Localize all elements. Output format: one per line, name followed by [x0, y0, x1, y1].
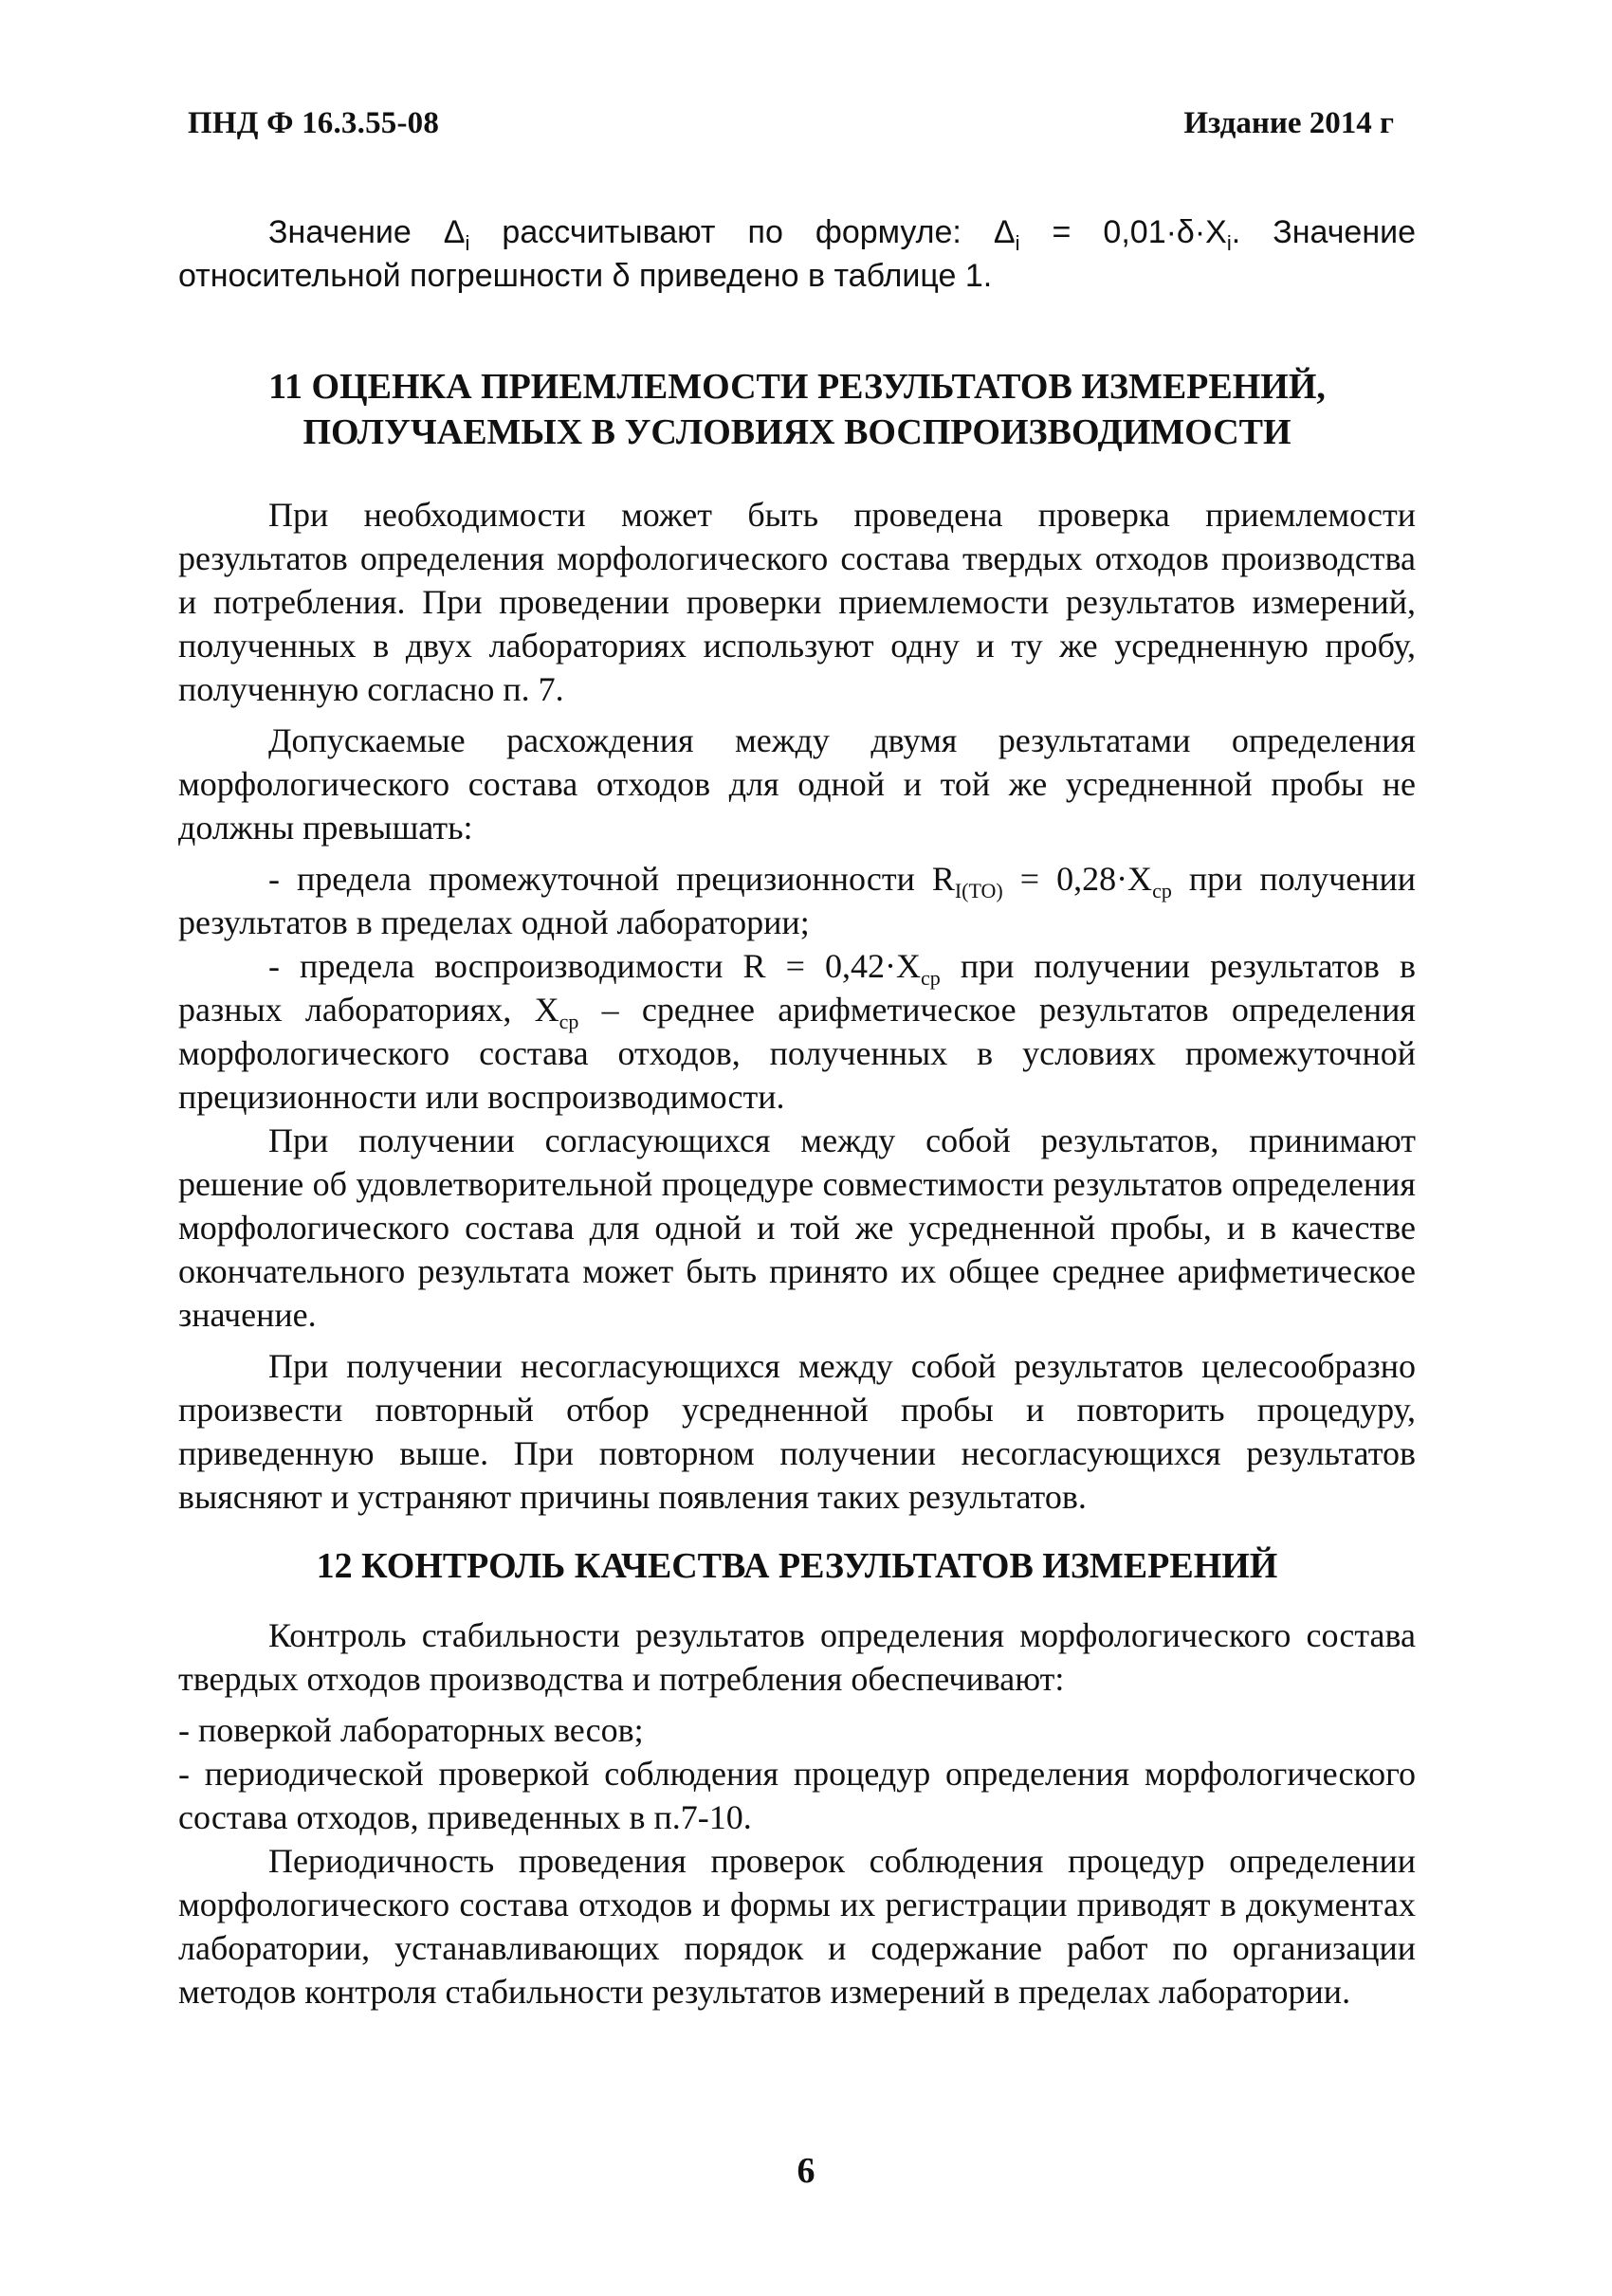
- edition-label: Издание 2014 г: [1183, 106, 1394, 140]
- list-item-scale-verification: - поверкой лабораторных весов;: [178, 1711, 644, 1749]
- page-number: 6: [797, 2151, 815, 2191]
- section-12-paragraph-1: Контроль стабильности результатов определения морфологического состава твердых отходов производства и потребления обеспечивают:: [178, 1616, 1416, 1698]
- section-12-paragraph-2: Периодичность проведения проверок соблюдения процедур определении морфологического состава отходов и формы их регистрации приводят в документах лаборатории, устанавливающих порядок и содержание работ по организации методов контроля стабильности результатов измерений в пределах лаборатории.: [178, 1842, 1416, 2011]
- list-item-reproducibility-limit: - предела воспроизводимости $R = 0,42\cdot X_{ср}$ при получении результатов в разных лабораториях, $X_{ср}$ – среднее арифметическое результатов определения морфологического состава отходов, полученных в условиях промежуточной прецизионности или воспроизводимости.: [178, 947, 1416, 1116]
- section-11-paragraph-1: При необходимости может быть проведена проверка приемлемости результатов определения морфологического состава твердых отходов производства и потребления. При проведении проверки приемлемости результатов измерений, полученных в двух лабораториях используют одну и ту же усредненную пробу, полученную согласно п. 7.: [178, 496, 1416, 708]
- section-12-heading: 12 КОНТРОЛЬ КАЧЕСТВА РЕЗУЛЬТАТОВ ИЗМЕРЕНИЙ: [316, 1546, 1278, 1586]
- list-item-precision-limit: - предела промежуточной прецизионности $R_{I(TO)} = 0,28\cdot X_{ср}$ при получении результатов в пределах одной лаборатории;: [178, 860, 1416, 941]
- section-11-paragraph-2: Допускаемые расхождения между двумя результатами определения морфологического состава отходов для одной и той же усредненной пробы не должны превышать:: [178, 721, 1416, 847]
- section-11-heading: 11 ОЦЕНКА ПРИЕМЛЕМОСТИ РЕЗУЛЬТАТОВ ИЗМЕРЕНИЙ, ПОЛУЧАЕМЫХ В УСЛОВИЯХ ВОСПРОИЗВОДИМОСТИ: [268, 367, 1326, 452]
- list-item-procedure-check: - периодической проверкой соблюдения процедур определения морфологического состава отходов, приведенных в п.7-10.: [178, 1755, 1416, 1836]
- section-11-paragraph-3: При получении согласующихся между собой результатов, принимают решение об удовлетворительной процедуре совместимости результатов определения морфологического состава для одной и той же усредненной пробы, и в качестве окончательного результата может быть принято их общее среднее арифметическое значение.: [178, 1121, 1416, 1334]
- section-11-paragraph-4: При получении несогласующихся между собой результатов целесообразно произвести повторный отбор усредненной пробы и повторить процедуру, приведенную выше. При повторном получении несогласующихся результатов выясняют и устраняют причины появления таких результатов.: [178, 1347, 1416, 1516]
- intro-paragraph: Значение $\Delta_i$ рассчитывают по формуле: $\Delta_i = 0,01\cdot\delta\cdot X_i$. Значение относительной погрешности δ приведено в таблице 1.: [178, 214, 1416, 294]
- page-content: [178, 210, 1416, 2021]
- document-code: ПНД Ф 16.3.55-08: [188, 106, 440, 140]
